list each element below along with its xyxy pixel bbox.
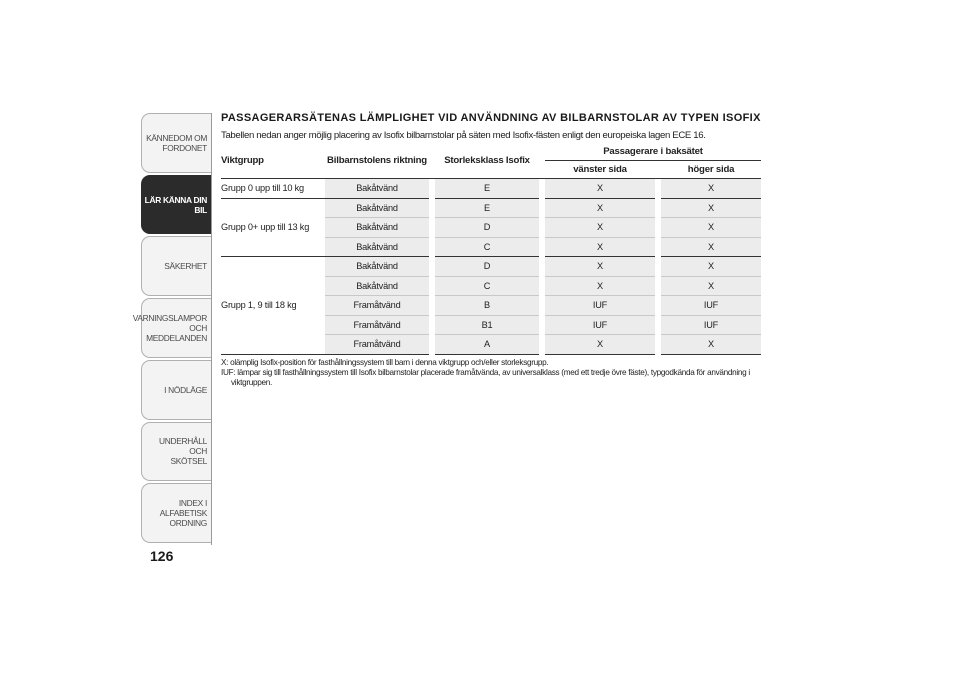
- direction-cell: Framåtvänd: [325, 296, 429, 316]
- size-class-cell: B1: [435, 315, 539, 335]
- header-weight-group: Viktgrupp: [221, 155, 264, 166]
- header-rear-passengers: Passagerare i baksätet: [603, 146, 703, 157]
- left-side-cell: X: [545, 335, 655, 355]
- size-class-cell: B: [435, 296, 539, 316]
- left-side-cell: X: [545, 218, 655, 238]
- intro-text: Tabellen nedan anger möjlig placering av Isofix bilbarnstolar på säten med Isofix-fästen enligt den europeiska lagen ECE 16.: [221, 130, 706, 141]
- table-body: [221, 179, 761, 355]
- tab-lar-kanna-din-bil[interactable]: LÄR KÄNNA DIN BIL: [141, 175, 211, 235]
- header-right-side: höger sida: [661, 161, 761, 179]
- isofix-table: [221, 143, 761, 355]
- size-class-cell: C: [435, 237, 539, 257]
- tab-underhall-och-skotsel[interactable]: UNDERHÅLL OCH SKÖTSEL: [141, 422, 211, 482]
- direction-cell: Bakåtvänd: [325, 237, 429, 257]
- left-side-cell: IUF: [545, 296, 655, 316]
- page-number: 126: [150, 548, 174, 564]
- direction-cell: Bakåtvänd: [325, 218, 429, 238]
- weight-group-cell: Grupp 0 upp till 10 kg: [221, 179, 325, 199]
- left-side-cell: X: [545, 179, 655, 199]
- size-class-cell: E: [435, 198, 539, 218]
- direction-cell: Bakåtvänd: [325, 198, 429, 218]
- tab-index[interactable]: INDEX I ALFABETISK ORDNING: [141, 483, 211, 543]
- size-class-cell: C: [435, 276, 539, 296]
- table-row: [221, 198, 761, 218]
- main-content: [221, 113, 781, 388]
- tab-kannedom-om-fordonet[interactable]: KÄNNEDOM OM FORDONET: [141, 113, 211, 173]
- note-iuf-continued: viktgruppen.: [231, 377, 273, 387]
- direction-cell: Bakåtvänd: [325, 179, 429, 199]
- table-row: [221, 179, 761, 199]
- left-side-cell: X: [545, 198, 655, 218]
- tab-varningslampor[interactable]: VARNINGSLAMPOR OCH MEDDELANDEN: [141, 298, 211, 358]
- direction-cell: Bakåtvänd: [325, 257, 429, 277]
- header-size-class: Storleksklass Isofix: [444, 155, 530, 166]
- header-left-side: vänster sida: [545, 161, 655, 179]
- header-direction: Bilbarnstolens riktning: [327, 155, 427, 166]
- right-side-cell: X: [661, 179, 761, 199]
- left-side-cell: X: [545, 237, 655, 257]
- right-side-cell: IUF: [661, 296, 761, 316]
- right-side-cell: X: [661, 257, 761, 277]
- right-side-cell: X: [661, 335, 761, 355]
- chapter-tabs: [132, 113, 212, 545]
- left-side-cell: IUF: [545, 315, 655, 335]
- size-class-cell: D: [435, 218, 539, 238]
- weight-group-cell: Grupp 1, 9 till 18 kg: [221, 257, 325, 355]
- right-side-cell: IUF: [661, 315, 761, 335]
- direction-cell: Bakåtvänd: [325, 276, 429, 296]
- weight-group-cell: Grupp 0+ upp till 13 kg: [221, 198, 325, 257]
- note-iuf: IUF: lämpar sig till fasthållningssystem till Isofix bilbarnstolar placerade framåtvända, av universalklass (med ett tredje övre fäste), typgodkända för användning i: [221, 367, 750, 377]
- right-side-cell: X: [661, 237, 761, 257]
- right-side-cell: X: [661, 218, 761, 238]
- size-class-cell: D: [435, 257, 539, 277]
- right-side-cell: X: [661, 198, 761, 218]
- tab-sakerhet[interactable]: SÄKERHET: [141, 236, 211, 296]
- table-notes: [221, 358, 781, 388]
- size-class-cell: E: [435, 179, 539, 199]
- section-title: PASSAGERARSÄTENAS LÄMPLIGHET VID ANVÄNDNING AV BILBARNSTOLAR AV TYPEN ISOFIX: [221, 112, 761, 124]
- left-side-cell: X: [545, 276, 655, 296]
- direction-cell: Framåtvänd: [325, 335, 429, 355]
- note-x: X: olämplig Isofix-position för fasthållningssystem till barn i denna viktgrupp och/eller storleksgrupp.: [221, 357, 549, 367]
- tab-i-nodlage[interactable]: I NÖDLÄGE: [141, 360, 211, 420]
- right-side-cell: X: [661, 276, 761, 296]
- size-class-cell: A: [435, 335, 539, 355]
- direction-cell: Framåtvänd: [325, 315, 429, 335]
- left-side-cell: X: [545, 257, 655, 277]
- table-row: [221, 257, 761, 277]
